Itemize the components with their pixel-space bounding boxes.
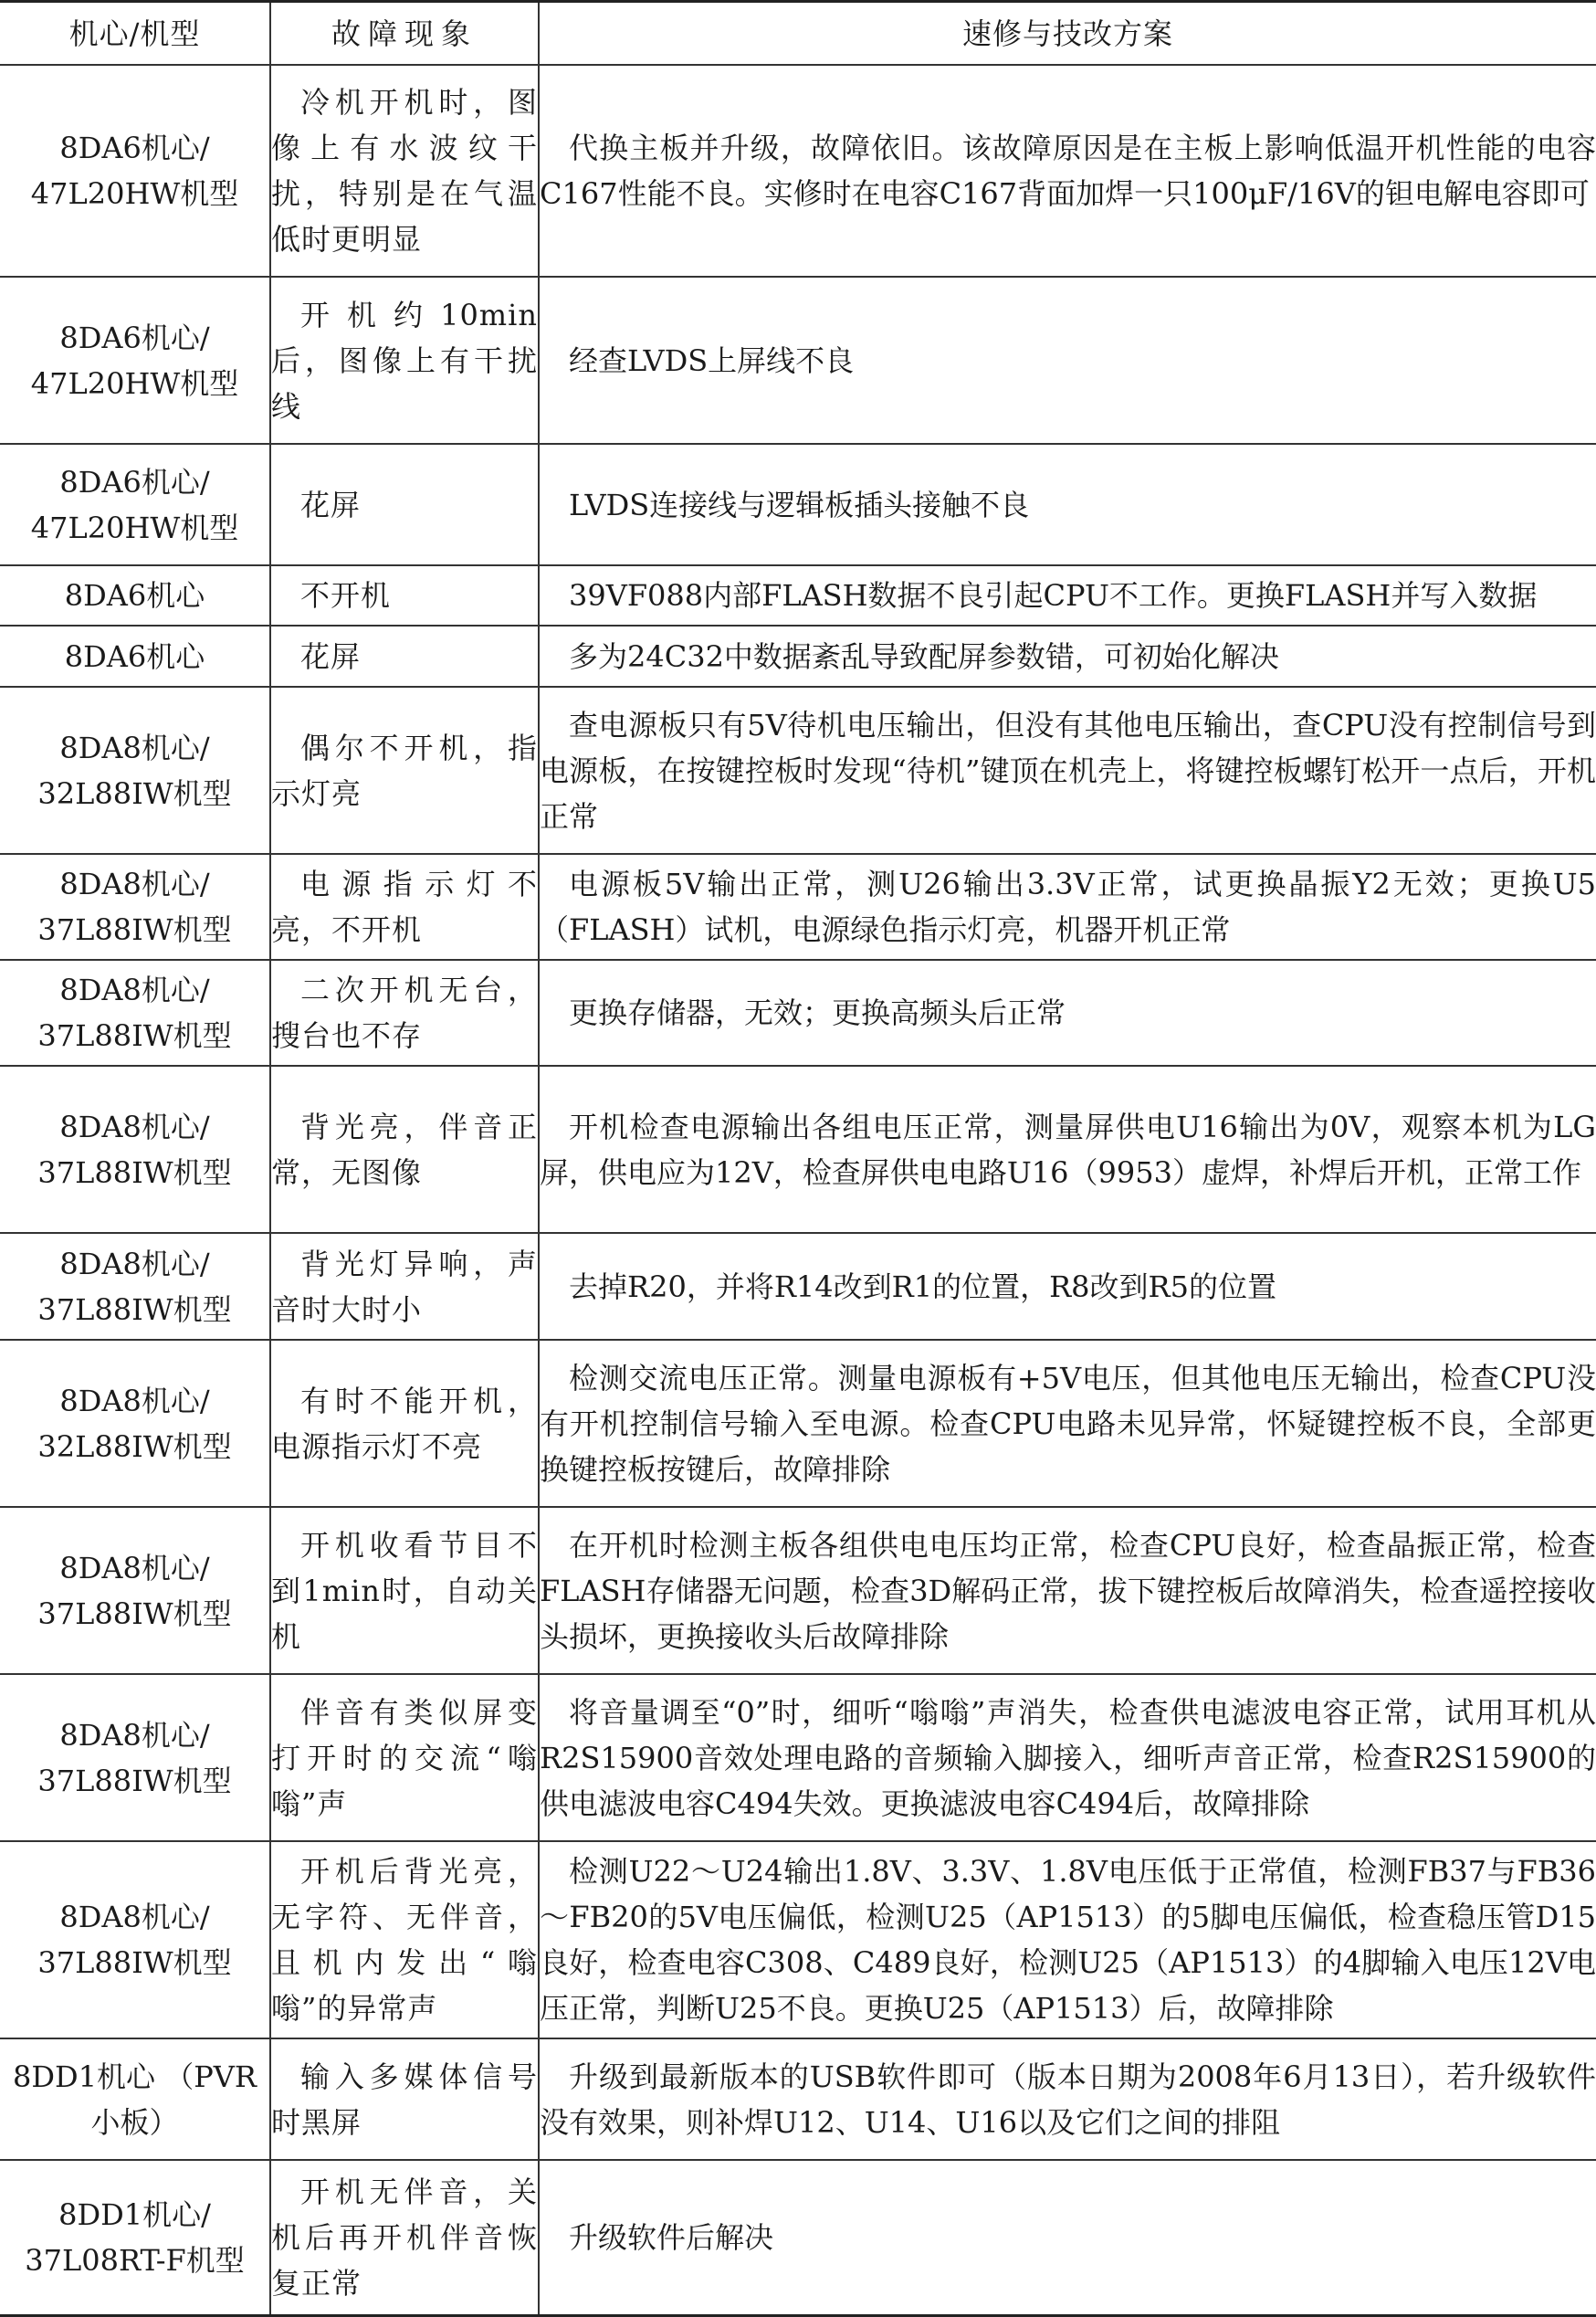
chassis-cell: 8DA8机心/ 37L88IW机型 [0, 1841, 270, 2038]
table-row [0, 854, 1596, 960]
table-row [0, 1841, 1596, 2038]
solution-cell: 查电源板只有5V待机电压输出，但没有其他电压输出，查CPU没有控制信号到电源板，在按键控板时发现“待机”键顶在机壳上，将键控板螺钉松开一点后，开机正常 [539, 687, 1596, 854]
fault-cell: 开机收看节目不到1min时，自动关机 [270, 1507, 539, 1674]
table-header [0, 2, 1596, 66]
chassis-cell: 8DA6机心 [0, 626, 270, 687]
chassis-cell: 8DA8机心/ 37L88IW机型 [0, 854, 270, 960]
fault-cell: 输入多媒体信号时黑屏 [270, 2038, 539, 2160]
solution-cell: LVDS连接线与逻辑板插头接触不良 [539, 444, 1596, 565]
solution-cell: 去掉R20，并将R14改到R1的位置，R8改到R5的位置 [539, 1233, 1596, 1340]
table-row [0, 2038, 1596, 2160]
chassis-cell: 8DA8机心/ 37L88IW机型 [0, 960, 270, 1066]
chassis-cell: 8DA8机心/ 37L88IW机型 [0, 1674, 270, 1841]
solution-cell: 将音量调至“0”时，细听“嗡嗡”声消失，检查供电滤波电容正常，试用耳机从R2S15900音效处理电路的音频输入脚接入，细听声音正常，检查R2S15900的供电滤波电容C494失效。更换滤波电容C494后，故障排除 [539, 1674, 1596, 1841]
chassis-cell: 8DA8机心/ 37L88IW机型 [0, 1233, 270, 1340]
fault-cell: 开机约10min后，图像上有干扰线 [270, 277, 539, 444]
table-row [0, 444, 1596, 565]
chassis-cell: 8DA6机心/ 47L20HW机型 [0, 444, 270, 565]
table-row [0, 626, 1596, 687]
table-row [0, 687, 1596, 854]
chassis-cell: 8DA6机心/ 47L20HW机型 [0, 277, 270, 444]
fault-cell: 偶尔不开机，指示灯亮 [270, 687, 539, 854]
table-row [0, 1507, 1596, 1674]
header-solution: 速修与技改方案 [539, 2, 1596, 66]
solution-cell: 经查LVDS上屏线不良 [539, 277, 1596, 444]
table-body [0, 65, 1596, 2315]
solution-cell: 电源板5V输出正常，测U26输出3.3V正常，试更换晶振Y2无效；更换U5（FLASH）试机，电源绿色指示灯亮，机器开机正常 [539, 854, 1596, 960]
solution-cell: 39VF088内部FLASH数据不良引起CPU不工作。更换FLASH并写入数据 [539, 565, 1596, 626]
table-row [0, 1233, 1596, 1340]
table-row [0, 565, 1596, 626]
header-fault: 故障现象 [270, 2, 539, 66]
solution-cell: 在开机时检测主板各组供电电压均正常，检查CPU良好，检查晶振正常，检查FLASH存储器无问题，检查3D解码正常，拔下键控板后故障消失，检查遥控接收头损坏，更换接收头后故障排除 [539, 1507, 1596, 1674]
chassis-cell: 8DD1机心/ 37L08RT-F机型 [0, 2160, 270, 2315]
chassis-cell: 8DA6机心/ 47L20HW机型 [0, 65, 270, 277]
chassis-cell: 8DA6机心 [0, 565, 270, 626]
fault-cell: 二次开机无台，搜台也不存 [270, 960, 539, 1066]
chassis-cell: 8DA8机心/ 37L88IW机型 [0, 1066, 270, 1233]
fault-cell: 伴音有类似屏变打开时的交流“嗡嗡”声 [270, 1674, 539, 1841]
fault-cell: 背光亮，伴音正常，无图像 [270, 1066, 539, 1233]
table-row [0, 2160, 1596, 2315]
table-row [0, 1674, 1596, 1841]
fault-cell: 花屏 [270, 626, 539, 687]
table-row [0, 960, 1596, 1066]
solution-cell: 代换主板并升级，故障依旧。该故障原因是在主板上影响低温开机性能的电容C167性能不良。实修时在电容C167背面加焊一只100μF/16V的钽电解电容即可 [539, 65, 1596, 277]
chassis-cell: 8DA8机心/ 32L88IW机型 [0, 687, 270, 854]
header-row [0, 2, 1596, 66]
header-chassis: 机心/机型 [0, 2, 270, 66]
solution-cell: 更换存储器，无效；更换高频头后正常 [539, 960, 1596, 1066]
fault-cell: 开机无伴音，关机后再开机伴音恢复正常 [270, 2160, 539, 2315]
chassis-cell: 8DA8机心/ 37L88IW机型 [0, 1507, 270, 1674]
table-row [0, 1340, 1596, 1507]
fault-cell: 花屏 [270, 444, 539, 565]
fault-cell: 不开机 [270, 565, 539, 626]
solution-cell: 开机检查电源输出各组电压正常，测量屏供电U16输出为0V，观察本机为LG屏，供电应为12V，检查屏供电电路U16（9953）虚焊，补焊后开机，正常工作 [539, 1066, 1596, 1233]
chassis-cell: 8DD1机心 （PVR小板） [0, 2038, 270, 2160]
fault-cell: 开机后背光亮，无字符、无伴音，且机内发出“嗡嗡”的异常声 [270, 1841, 539, 2038]
table-row [0, 277, 1596, 444]
fault-cell: 冷机开机时，图像上有水波纹干扰，特别是在气温低时更明显 [270, 65, 539, 277]
table-row [0, 65, 1596, 277]
solution-cell: 检测交流电压正常。测量电源板有+5V电压，但其他电压无输出，检查CPU没有开机控制信号输入至电源。检查CPU电路未见异常，怀疑键控板不良，全部更换键控板按键后，故障排除 [539, 1340, 1596, 1507]
fault-cell: 背光灯异响，声音时大时小 [270, 1233, 539, 1340]
solution-cell: 升级到最新版本的USB软件即可（版本日期为2008年6月13日），若升级软件没有效果，则补焊U12、U14、U16以及它们之间的排阻 [539, 2038, 1596, 2160]
fault-cell: 电源指示灯不亮，不开机 [270, 854, 539, 960]
fault-cell: 有时不能开机，电源指示灯不亮 [270, 1340, 539, 1507]
solution-cell: 升级软件后解决 [539, 2160, 1596, 2315]
chassis-cell: 8DA8机心/ 32L88IW机型 [0, 1340, 270, 1507]
solution-cell: 检测U22～U24输出1.8V、3.3V、1.8V电压低于正常值，检测FB37与FB36～FB20的5V电压偏低，检测U25（AP1513）的5脚电压偏低，检查稳压管D15良好，检查电容C308、C489良好，检测U25（AP1513）的4脚输入电压12V电压正常，判断U25不良。更换U25（AP1513）后，故障排除 [539, 1841, 1596, 2038]
solution-cell: 多为24C32中数据紊乱导致配屏参数错，可初始化解决 [539, 626, 1596, 687]
table-row [0, 1066, 1596, 1233]
